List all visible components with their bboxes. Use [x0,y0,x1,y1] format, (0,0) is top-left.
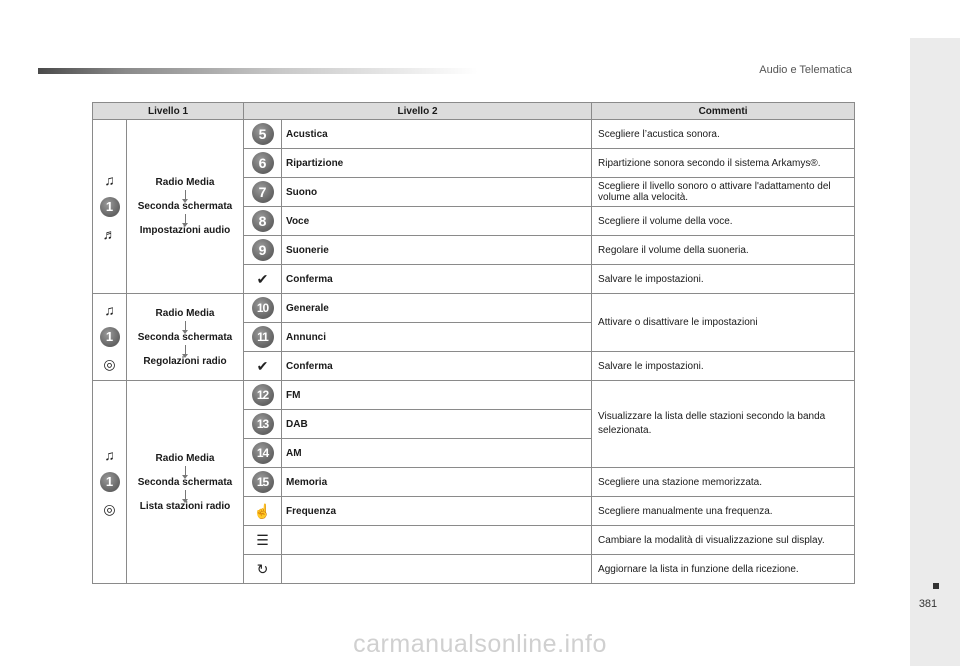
level1-badge: 1 [100,197,120,217]
number-badge: 11 [252,326,274,348]
path-step: Seconda schermata [137,331,233,343]
comment-text: Scegliere una stazione memorizzata. [592,468,855,497]
level1-icons-cell [93,294,127,381]
level2-label: Generale [282,294,592,323]
audio-settings-icon: ♬ [102,225,117,242]
display-mode-icon: ☰ [256,531,269,548]
level2-label: Voce [282,207,592,236]
refresh-icon: ↻ [256,560,269,577]
radio-list-icon: ◎ [103,501,116,517]
level2-label [282,526,592,555]
watermark: carmanualsonline.info [353,630,607,658]
table-row [93,381,855,410]
check-icon: ✔ [256,357,269,374]
music-note-icon: ♫ [104,447,115,463]
page-number: 381 [918,598,938,610]
level1-icons-cell [93,381,127,584]
comment-text: Cambiare la modalità di visualizzazione sul display. [592,526,855,555]
section-title: Audio e Telematica [759,64,852,76]
comment-text: Scegliere l’acustica sonora. [592,120,855,149]
settings-table [92,102,855,584]
level2-label: Acustica [282,120,592,149]
level1-path-cell [127,120,244,294]
number-badge: 10 [252,297,274,319]
header-comments: Commenti [592,103,855,120]
number-badge: 14 [252,442,274,464]
level1-icons-cell [93,120,127,294]
comment-text: Scegliere manualmente una frequenza. [592,497,855,526]
level1-path-cell [127,294,244,381]
level2-label: Ripartizione [282,149,592,178]
table-row [93,120,855,149]
comment-text: Attivare o disattivare le impostazioni [592,294,855,352]
number-badge: 8 [252,210,274,232]
path-step: Radio Media [155,307,215,319]
level1-badge: 1 [100,327,120,347]
number-badge: 15 [252,471,274,493]
level2-label: Suono [282,178,592,207]
comment-text: Salvare le impostazioni. [592,265,855,294]
level1-path-cell [127,381,244,584]
table-header-row [93,103,855,120]
sidebar-square-icon [933,583,939,589]
arrow-down-icon [185,190,186,200]
level2-label: Conferma [282,352,592,381]
number-badge: 7 [252,181,274,203]
header-level1: Livello 1 [93,103,244,120]
radio-settings-icon: ◎ [103,356,116,372]
path-step: Lista stazioni radio [139,500,231,512]
comment-text: Scegliere il volume della voce. [592,207,855,236]
check-icon: ✔ [256,270,269,287]
path-step: Seconda schermata [137,201,233,212]
arrow-down-icon [185,345,186,355]
number-badge: 9 [252,239,274,261]
comment-text: Regolare il volume della suoneria. [592,236,855,265]
comment-text: Aggiornare la lista in funzione della ricezione. [592,555,855,584]
level2-label: Conferma [282,265,592,294]
arrow-down-icon [185,214,186,224]
number-badge: 13 [252,413,274,435]
level2-label: AM [282,439,592,468]
level2-label: Annunci [282,323,592,352]
path-step: Radio Media [155,177,215,188]
comment-text: Ripartizione sonora secondo il sistema Arkamys®. [592,149,855,178]
header-gradient-bar [38,68,478,74]
level2-label: Memoria [282,468,592,497]
number-badge: 6 [252,152,274,174]
music-note-icon: ♫ [104,171,115,188]
level2-label: FM [282,381,592,410]
page-sidebar [910,38,960,666]
header-level2: Livello 2 [244,103,592,120]
number-badge: 5 [252,123,274,145]
music-note-icon: ♫ [104,302,115,318]
manual-tune-icon: ☝ [253,502,272,519]
comment-text: Visualizzare la lista delle stazioni secondo la banda selezionata. [592,381,855,468]
path-step: Seconda schermata [137,476,233,488]
level2-label: Frequenza [282,497,592,526]
level2-label: DAB [282,410,592,439]
table-row [93,294,855,323]
comment-text: Salvare le impostazioni. [592,352,855,381]
path-step: Regolazioni radio [143,355,227,367]
level2-label: Suonerie [282,236,592,265]
number-badge: 12 [252,384,274,406]
arrow-down-icon [185,466,186,476]
arrow-down-icon [185,490,186,500]
level1-badge: 1 [100,472,120,492]
path-step: Radio Media [155,452,215,464]
path-step: Impostazioni audio [139,225,231,236]
arrow-down-icon [185,321,186,331]
level2-label [282,555,592,584]
comment-text: Scegliere il livello sonoro o attivare l'adattamento del volume alla velocità. [592,178,855,207]
